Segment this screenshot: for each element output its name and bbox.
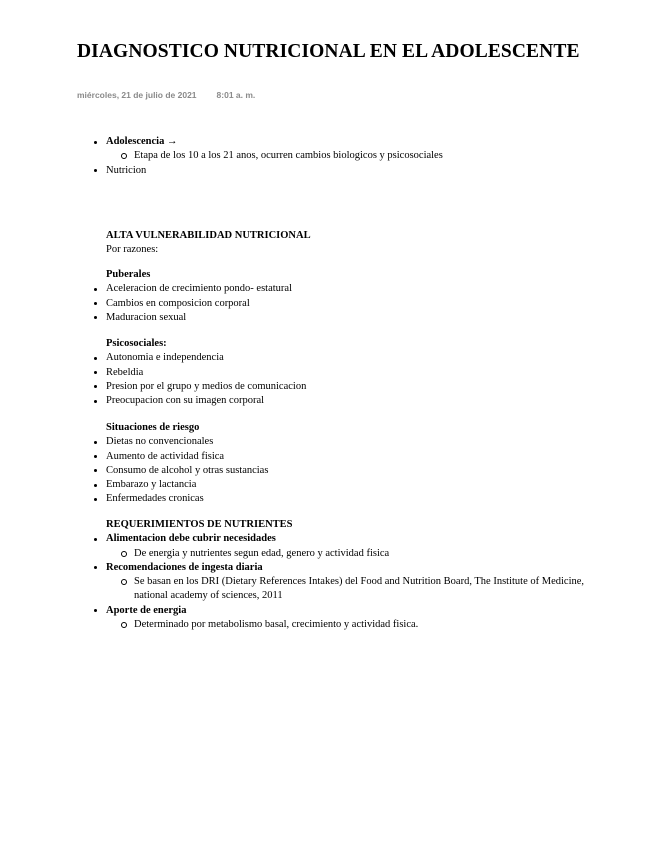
requerimientos-sublist xyxy=(106,618,606,632)
vulnerabilidad-section xyxy=(106,229,606,258)
section-subtitle: Por razones: xyxy=(106,244,159,256)
page-time: 8:01 a. m. xyxy=(216,90,256,100)
intro-list xyxy=(106,135,606,178)
page-title: DIAGNOSTICO NUTRICIONAL EN EL ADOLESCENTE xyxy=(77,41,580,62)
requerimientos-sublist xyxy=(106,575,606,604)
section-heading: ALTA VULNERABILIDAD NUTRICIONAL xyxy=(106,230,311,241)
list-item: Aceleracion de crecimiento pondo- estatural xyxy=(106,282,606,296)
page-date: miércoles, 21 de julio de 2021 xyxy=(77,90,197,100)
requerimientos-list xyxy=(106,532,606,632)
list-item: Presion por el grupo y medios de comunicacion xyxy=(106,380,606,394)
list-item: Preocupacion con su imagen corporal xyxy=(106,394,606,408)
list-item: Recomendaciones de ingesta diaria xyxy=(106,561,606,575)
riesgo-section xyxy=(106,421,606,507)
puberales-section xyxy=(106,268,606,325)
list-item: Adolescencia → xyxy=(106,135,606,149)
list-item: Consumo de alcohol y otras sustancias xyxy=(106,464,606,478)
list-item: Dietas no convencionales xyxy=(106,435,606,449)
list-item: Cambios en composicion corporal xyxy=(106,297,606,311)
list-item: Alimentacion debe cubrir necesidades xyxy=(106,532,606,546)
list-item: Etapa de los 10 a los 21 anos, ocurren cambios biologicos y psicosociales xyxy=(134,149,606,163)
list-item: Maduracion sexual xyxy=(106,311,606,325)
list-item: Se basan en los DRI (Dietary References Intakes) del Food and Nutrition Board, The Institute of Medicine, national academy of sciences, 2011 xyxy=(134,575,606,604)
list-item: De energia y nutrientes segun edad, genero y actividad fisica xyxy=(134,547,606,561)
psicosociales-list xyxy=(106,351,606,408)
riesgo-list xyxy=(106,435,606,506)
list-item: Aumento de actividad fisica xyxy=(106,450,606,464)
list-item: Aporte de energia xyxy=(106,604,606,618)
subsection-heading: Puberales xyxy=(106,269,151,280)
subsection-heading: Situaciones de riesgo xyxy=(106,422,200,433)
requerimientos-sublist xyxy=(106,547,606,561)
section-heading: REQUERIMIENTOS DE NUTRIENTES xyxy=(106,519,293,530)
list-item: Embarazo y lactancia xyxy=(106,478,606,492)
psicosociales-section xyxy=(106,337,606,408)
requerimientos-section xyxy=(106,518,606,632)
puberales-list xyxy=(106,282,606,325)
list-item: Determinado por metabolismo basal, crecimiento y actividad fisica. xyxy=(134,618,606,632)
list-item: Nutricion xyxy=(106,164,606,178)
page-meta xyxy=(77,90,255,100)
list-item-container xyxy=(106,575,606,604)
intro-sublist xyxy=(106,149,606,163)
intro-section xyxy=(106,135,606,178)
list-item: Enfermedades cronicas xyxy=(106,492,606,506)
list-item: Rebeldia xyxy=(106,366,606,380)
list-item-container xyxy=(106,149,606,163)
list-item: Autonomia e independencia xyxy=(106,351,606,365)
list-item-container xyxy=(106,547,606,561)
subsection-heading: Psicosociales: xyxy=(106,338,167,349)
list-item-container xyxy=(106,618,606,632)
